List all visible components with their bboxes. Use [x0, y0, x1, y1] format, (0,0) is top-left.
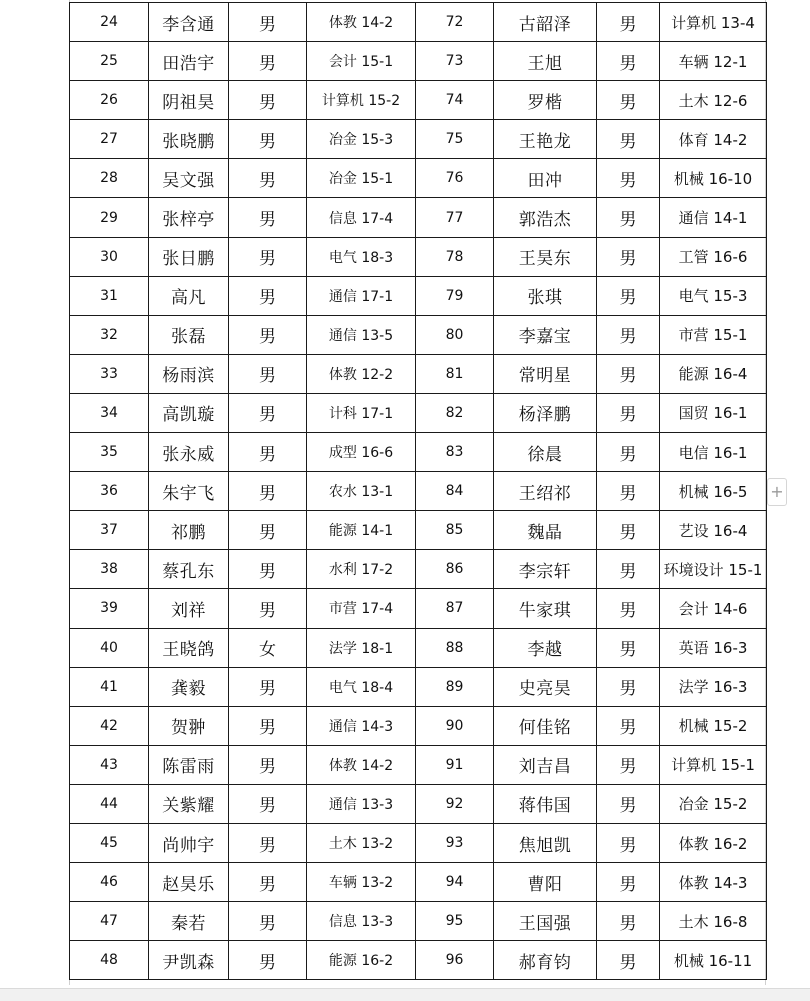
student-name-cell: 郭浩杰	[494, 198, 597, 237]
class-name-cell: 能源 14-1	[307, 511, 416, 550]
gender-cell: 男	[597, 823, 660, 862]
student-name-cell: 古韶泽	[494, 3, 597, 42]
seq-number-cell: 77	[416, 198, 494, 237]
class-name-cell: 电气 18-4	[307, 667, 416, 706]
student-name-cell: 杨泽鹏	[494, 393, 597, 432]
seq-number-cell: 26	[70, 81, 149, 120]
gender-cell: 男	[229, 902, 307, 941]
seq-number-cell: 85	[416, 511, 494, 550]
gender-cell: 男	[597, 550, 660, 589]
student-name-cell: 赵昊乐	[149, 863, 229, 902]
student-name-cell: 李越	[494, 628, 597, 667]
student-name-cell: 高凡	[149, 276, 229, 315]
class-name-cell: 成型 16-6	[307, 433, 416, 472]
class-name-cell: 电信 16-1	[660, 433, 767, 472]
table-row	[70, 472, 767, 511]
table-row	[70, 42, 767, 81]
gender-cell: 男	[597, 628, 660, 667]
gender-cell: 男	[229, 237, 307, 276]
gender-cell: 男	[597, 472, 660, 511]
gender-cell: 男	[229, 198, 307, 237]
class-name-cell: 通信 13-3	[307, 784, 416, 823]
class-name-cell: 体教 14-2	[307, 745, 416, 784]
student-name-cell: 王旭	[494, 42, 597, 81]
seq-number-cell: 25	[70, 42, 149, 81]
class-name-cell: 通信 14-1	[660, 198, 767, 237]
gender-cell: 男	[597, 81, 660, 120]
class-name-cell: 车辆 13-2	[307, 863, 416, 902]
student-name-cell: 焦旭凯	[494, 823, 597, 862]
student-name-cell: 吴文强	[149, 159, 229, 198]
class-name-cell: 体教 16-2	[660, 823, 767, 862]
table-row	[70, 433, 767, 472]
table-row	[70, 120, 767, 159]
table-row	[70, 941, 767, 980]
seq-number-cell: 37	[70, 511, 149, 550]
gender-cell: 男	[229, 667, 307, 706]
seq-number-cell: 36	[70, 472, 149, 511]
student-name-cell: 魏晶	[494, 511, 597, 550]
seq-number-cell: 74	[416, 81, 494, 120]
class-name-cell: 冶金 15-3	[307, 120, 416, 159]
seq-number-cell: 45	[70, 823, 149, 862]
class-name-cell: 信息 13-3	[307, 902, 416, 941]
table-row	[70, 511, 767, 550]
gender-cell: 男	[229, 3, 307, 42]
gender-cell: 男	[597, 589, 660, 628]
gender-cell: 男	[229, 589, 307, 628]
class-name-cell: 机械 16-10	[660, 159, 767, 198]
seq-number-cell: 44	[70, 784, 149, 823]
seq-number-cell: 72	[416, 3, 494, 42]
seq-number-cell: 39	[70, 589, 149, 628]
seq-number-cell: 46	[70, 863, 149, 902]
seq-number-cell: 90	[416, 706, 494, 745]
student-name-cell: 高凯璇	[149, 393, 229, 432]
table-row	[70, 628, 767, 667]
class-name-cell: 能源 16-4	[660, 354, 767, 393]
class-name-cell: 法学 18-1	[307, 628, 416, 667]
gender-cell: 男	[229, 550, 307, 589]
student-name-cell: 朱宇飞	[149, 472, 229, 511]
table-row	[70, 198, 767, 237]
gender-cell: 女	[229, 628, 307, 667]
gender-cell: 男	[229, 745, 307, 784]
class-name-cell: 会计 14-6	[660, 589, 767, 628]
seq-number-cell: 93	[416, 823, 494, 862]
class-name-cell: 冶金 15-1	[307, 159, 416, 198]
seq-number-cell: 82	[416, 393, 494, 432]
class-name-cell: 土木 16-8	[660, 902, 767, 941]
gender-cell: 男	[229, 863, 307, 902]
student-name-cell: 何佳铭	[494, 706, 597, 745]
table-row	[70, 315, 767, 354]
class-name-cell: 电气 18-3	[307, 237, 416, 276]
gender-cell: 男	[597, 237, 660, 276]
student-name-cell: 阴祖昊	[149, 81, 229, 120]
class-name-cell: 电气 15-3	[660, 276, 767, 315]
gender-cell: 男	[229, 706, 307, 745]
gender-cell: 男	[597, 941, 660, 980]
student-name-cell: 杨雨滨	[149, 354, 229, 393]
gender-cell: 男	[597, 902, 660, 941]
gender-cell: 男	[597, 433, 660, 472]
seq-number-cell: 40	[70, 628, 149, 667]
class-name-cell: 机械 16-11	[660, 941, 767, 980]
gender-cell: 男	[597, 159, 660, 198]
seq-number-cell: 79	[416, 276, 494, 315]
seq-number-cell: 84	[416, 472, 494, 511]
student-name-cell: 张磊	[149, 315, 229, 354]
student-name-cell: 关紫耀	[149, 784, 229, 823]
class-name-cell: 工管 16-6	[660, 237, 767, 276]
seq-number-cell: 27	[70, 120, 149, 159]
seq-number-cell: 31	[70, 276, 149, 315]
class-name-cell: 车辆 12-1	[660, 42, 767, 81]
gender-cell: 男	[597, 3, 660, 42]
gender-cell: 男	[597, 393, 660, 432]
gender-cell: 男	[229, 472, 307, 511]
gender-cell: 男	[229, 823, 307, 862]
gender-cell: 男	[597, 863, 660, 902]
seq-number-cell: 91	[416, 745, 494, 784]
student-name-cell: 秦若	[149, 902, 229, 941]
seq-number-cell: 88	[416, 628, 494, 667]
class-name-cell: 水利 17-2	[307, 550, 416, 589]
class-name-cell: 机械 15-2	[660, 706, 767, 745]
class-name-cell: 冶金 15-2	[660, 784, 767, 823]
seq-number-cell: 86	[416, 550, 494, 589]
student-name-cell: 曹阳	[494, 863, 597, 902]
seq-number-cell: 38	[70, 550, 149, 589]
gender-cell: 男	[597, 511, 660, 550]
table-row	[70, 393, 767, 432]
gender-cell: 男	[229, 433, 307, 472]
student-name-cell: 尚帅宇	[149, 823, 229, 862]
student-name-cell: 常明星	[494, 354, 597, 393]
student-name-cell: 史亮昊	[494, 667, 597, 706]
seq-number-cell: 28	[70, 159, 149, 198]
student-name-cell: 李含通	[149, 3, 229, 42]
table-row	[70, 863, 767, 902]
student-name-cell: 王艳龙	[494, 120, 597, 159]
seq-number-cell: 42	[70, 706, 149, 745]
seq-number-cell: 34	[70, 393, 149, 432]
seq-number-cell: 78	[416, 237, 494, 276]
student-name-cell: 王昊东	[494, 237, 597, 276]
table-row	[70, 706, 767, 745]
seq-number-cell: 94	[416, 863, 494, 902]
class-name-cell: 通信 14-3	[307, 706, 416, 745]
class-name-cell: 国贸 16-1	[660, 393, 767, 432]
student-name-cell: 尹凯森	[149, 941, 229, 980]
class-name-cell: 法学 16-3	[660, 667, 767, 706]
student-name-cell: 张梓亭	[149, 198, 229, 237]
seq-number-cell: 48	[70, 941, 149, 980]
class-name-cell: 体教 14-2	[307, 3, 416, 42]
student-name-cell: 贺翀	[149, 706, 229, 745]
student-name-cell: 罗楷	[494, 81, 597, 120]
student-name-cell: 徐晨	[494, 433, 597, 472]
seq-number-cell: 24	[70, 3, 149, 42]
gender-cell: 男	[229, 354, 307, 393]
student-name-cell: 王国强	[494, 902, 597, 941]
table-row	[70, 784, 767, 823]
seq-number-cell: 41	[70, 667, 149, 706]
table-row	[70, 589, 767, 628]
student-name-cell: 刘吉昌	[494, 745, 597, 784]
student-name-cell: 李嘉宝	[494, 315, 597, 354]
table-row	[70, 354, 767, 393]
gender-cell: 男	[229, 941, 307, 980]
seq-number-cell: 43	[70, 745, 149, 784]
gender-cell: 男	[597, 198, 660, 237]
table-row	[70, 159, 767, 198]
class-name-cell: 通信 13-5	[307, 315, 416, 354]
table-row	[70, 81, 767, 120]
seq-number-cell: 89	[416, 667, 494, 706]
gender-cell: 男	[597, 42, 660, 81]
student-name-cell: 蒋伟国	[494, 784, 597, 823]
add-row-button[interactable]: +	[767, 478, 787, 506]
student-name-cell: 张晓鹏	[149, 120, 229, 159]
class-name-cell: 计科 17-1	[307, 393, 416, 432]
seq-number-cell: 35	[70, 433, 149, 472]
student-name-cell: 刘祥	[149, 589, 229, 628]
class-name-cell: 计算机 13-4	[660, 3, 767, 42]
gender-cell: 男	[597, 276, 660, 315]
gender-cell: 男	[597, 354, 660, 393]
seq-number-cell: 33	[70, 354, 149, 393]
seq-number-cell: 75	[416, 120, 494, 159]
seq-number-cell: 73	[416, 42, 494, 81]
student-name-cell: 陈雷雨	[149, 745, 229, 784]
seq-number-cell: 76	[416, 159, 494, 198]
student-name-cell: 田冲	[494, 159, 597, 198]
gender-cell: 男	[597, 667, 660, 706]
student-name-cell: 祁鹏	[149, 511, 229, 550]
seq-number-cell: 80	[416, 315, 494, 354]
seq-number-cell: 95	[416, 902, 494, 941]
class-name-cell: 机械 16-5	[660, 472, 767, 511]
student-name-cell: 张日鹏	[149, 237, 229, 276]
class-name-cell: 体教 12-2	[307, 354, 416, 393]
class-name-cell: 计算机 15-2	[307, 81, 416, 120]
seq-number-cell: 87	[416, 589, 494, 628]
table-row	[70, 237, 767, 276]
gender-cell: 男	[597, 784, 660, 823]
class-name-cell: 会计 15-1	[307, 42, 416, 81]
gender-cell: 男	[229, 159, 307, 198]
student-name-cell: 张永威	[149, 433, 229, 472]
gender-cell: 男	[229, 120, 307, 159]
table-row	[70, 3, 767, 42]
seq-number-cell: 83	[416, 433, 494, 472]
gender-cell: 男	[597, 745, 660, 784]
seq-number-cell: 92	[416, 784, 494, 823]
class-name-cell: 体教 14-3	[660, 863, 767, 902]
table-row	[70, 276, 767, 315]
class-name-cell: 能源 16-2	[307, 941, 416, 980]
gender-cell: 男	[229, 393, 307, 432]
horizontal-scrollbar[interactable]	[0, 988, 810, 1001]
class-name-cell: 艺设 16-4	[660, 511, 767, 550]
table-row	[70, 902, 767, 941]
gender-cell: 男	[597, 315, 660, 354]
student-name-cell: 李宗轩	[494, 550, 597, 589]
class-name-cell: 信息 17-4	[307, 198, 416, 237]
student-name-cell: 王晓鸽	[149, 628, 229, 667]
class-name-cell: 土木 13-2	[307, 823, 416, 862]
gender-cell: 男	[597, 706, 660, 745]
seq-number-cell: 81	[416, 354, 494, 393]
student-name-cell: 蔡孔东	[149, 550, 229, 589]
gender-cell: 男	[229, 511, 307, 550]
student-name-cell: 张琪	[494, 276, 597, 315]
table-row	[70, 667, 767, 706]
class-name-cell: 环境设计 15-1	[660, 550, 767, 589]
seq-number-cell: 30	[70, 237, 149, 276]
student-name-cell: 郝育钧	[494, 941, 597, 980]
student-name-cell: 龚毅	[149, 667, 229, 706]
class-name-cell: 农水 13-1	[307, 472, 416, 511]
table-row	[70, 823, 767, 862]
student-name-cell: 王绍祁	[494, 472, 597, 511]
seq-number-cell: 32	[70, 315, 149, 354]
student-name-cell: 牛家琪	[494, 589, 597, 628]
student-name-cell: 田浩宇	[149, 42, 229, 81]
class-name-cell: 市营 15-1	[660, 315, 767, 354]
class-name-cell: 土木 12-6	[660, 81, 767, 120]
class-name-cell: 通信 17-1	[307, 276, 416, 315]
gender-cell: 男	[597, 120, 660, 159]
gender-cell: 男	[229, 784, 307, 823]
gender-cell: 男	[229, 276, 307, 315]
gender-cell: 男	[229, 42, 307, 81]
gender-cell: 男	[229, 315, 307, 354]
seq-number-cell: 96	[416, 941, 494, 980]
seq-number-cell: 29	[70, 198, 149, 237]
class-name-cell: 市营 17-4	[307, 589, 416, 628]
student-roster-table	[69, 2, 767, 980]
seq-number-cell: 47	[70, 902, 149, 941]
gender-cell: 男	[229, 81, 307, 120]
class-name-cell: 英语 16-3	[660, 628, 767, 667]
class-name-cell: 计算机 15-1	[660, 745, 767, 784]
table-row	[70, 745, 767, 784]
table-row	[70, 550, 767, 589]
class-name-cell: 体育 14-2	[660, 120, 767, 159]
